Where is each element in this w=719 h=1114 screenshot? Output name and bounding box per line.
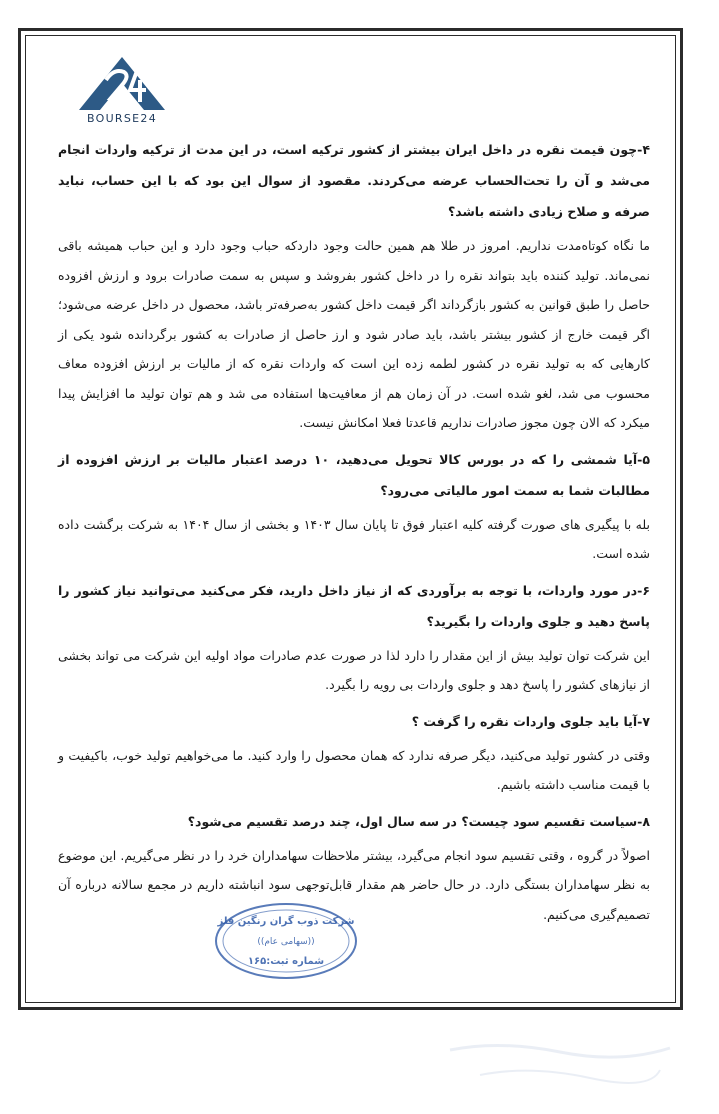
question-7: ۷-آیا باید جلوی واردات نقره را گرفت ؟ [411, 713, 650, 729]
company-stamp-seal [212, 900, 360, 982]
bleed-through-marks [440, 1030, 680, 1100]
logo-caption: BOURSE24 [86, 112, 158, 125]
question-6: ۶-در مورد واردات، با توجه به برآوردی که از نیاز داخل دارید، فکر می‌کنید می‌توانید نیاز کشور را پاسخ دهید و جلوی واردات را بگیرید؟ [58, 582, 650, 629]
stamp-company-type: ((سهامی عام)) [257, 937, 315, 947]
bourse24-logo-mark [76, 54, 168, 112]
answer-8: اصولاً در گروه ، وقتی تقسیم سود انجام می‌گیرد، بیشتر ملاحظات سهامداران خرد را در نظر می‌گیریم. این موضوع به نظر سهامداران بستگی دارد. در حال حاضر هم مقدار قابل‌توجهی سود انباشته داریم در مجمع سالانه درباره آن تصمیم‌گیری می‌کنیم. [58, 847, 650, 922]
question-5: ۵-آیا شمشی را که در بورس کالا تحویل می‌دهید، ۱۰ درصد اعتبار مالیات بر ارزش افزوده از مطالبات شما به سمت امور مالیاتی می‌رود؟ [58, 451, 650, 498]
question-8: ۸-سیاست تقسیم سود چیست؟ در سه سال اول، چند درصد تقسیم می‌شود؟ [187, 813, 650, 829]
bourse24-logo [76, 54, 168, 130]
answer-5: بله با پیگیری های صورت گرفته کلیه اعتبار فوق تا پایان سال ۱۴۰۳ و بخشی از سال ۱۴۰۴ به شرکت برگشت داده شده است. [58, 516, 651, 561]
stamp-registration-number: شماره ثبت:۱۶۵ [247, 956, 325, 967]
interview-content [58, 134, 650, 935]
question-4: ۴-چون قیمت نقره در داخل ایران بیشتر از کشور ترکیه است، در این مدت از ترکیه واردات انجام می‌شد و آن را تحت‌الحساب عرضه می‌کردند. مقصود از سوال این بود که با این حساب، نباید صرفه و صلاح زیادی داشته باشد؟ [58, 142, 650, 219]
answer-6: این شرکت توان تولید بیش از این مقدار را دارد لذا در صورت عدم صادرات مواد اولیه این شرکت می تواند بخشی از نیازهای کشور را پاسخ دهد و جلوی واردات بی رویه را بگیرد. [58, 647, 650, 692]
stamp-company-name: شرکت ذوب گران رنگین فلز [217, 916, 355, 927]
company-stamp [212, 900, 360, 982]
answer-4: ما نگاه کوتاه‌مدت نداریم. امروز در طلا هم همین حالت وجود دارد‌که حباب وجود دارد و این حباب همیشه باقی نمی‌ماند. تولید کننده باید بتواند نقره را در داخل کشور بفروشد و سپس به سمت صادرات برود و ارزش افزوده حاصل را طبق قوانین به کشور بازگرداند اگر قیمت داخل کشور به‌صرفه‌تر باشد، محصول در داخل عرضه می‌شود؛ اگر قیمت خارج از کشور بیشتر باشد، باید صادر شود و ارز حاصل از صادرات به کشور برگردانده شود یکی از کارهایی که به تولید نقره در کشور لطمه زده این است که واردات نقره که از مالیات بر ارزش افزوده معاف محسوب می شد، لغو شده است. در آن زمان هم از معافیت‌ها استفاده می شد و هم توان تولید ما افزایش پیدا میکرد که الان چون مجوز صادرات نداریم قاعدتا فعلا امکانش نیست. [58, 238, 650, 430]
answer-7: وقتی در کشور تولید می‌کنید، دیگر صرفه ندارد که همان محصول را وارد کنید. ما می‌خواهیم تولید خوب، باکیفیت و با قیمت مناسب داشته باشیم. [58, 747, 650, 792]
